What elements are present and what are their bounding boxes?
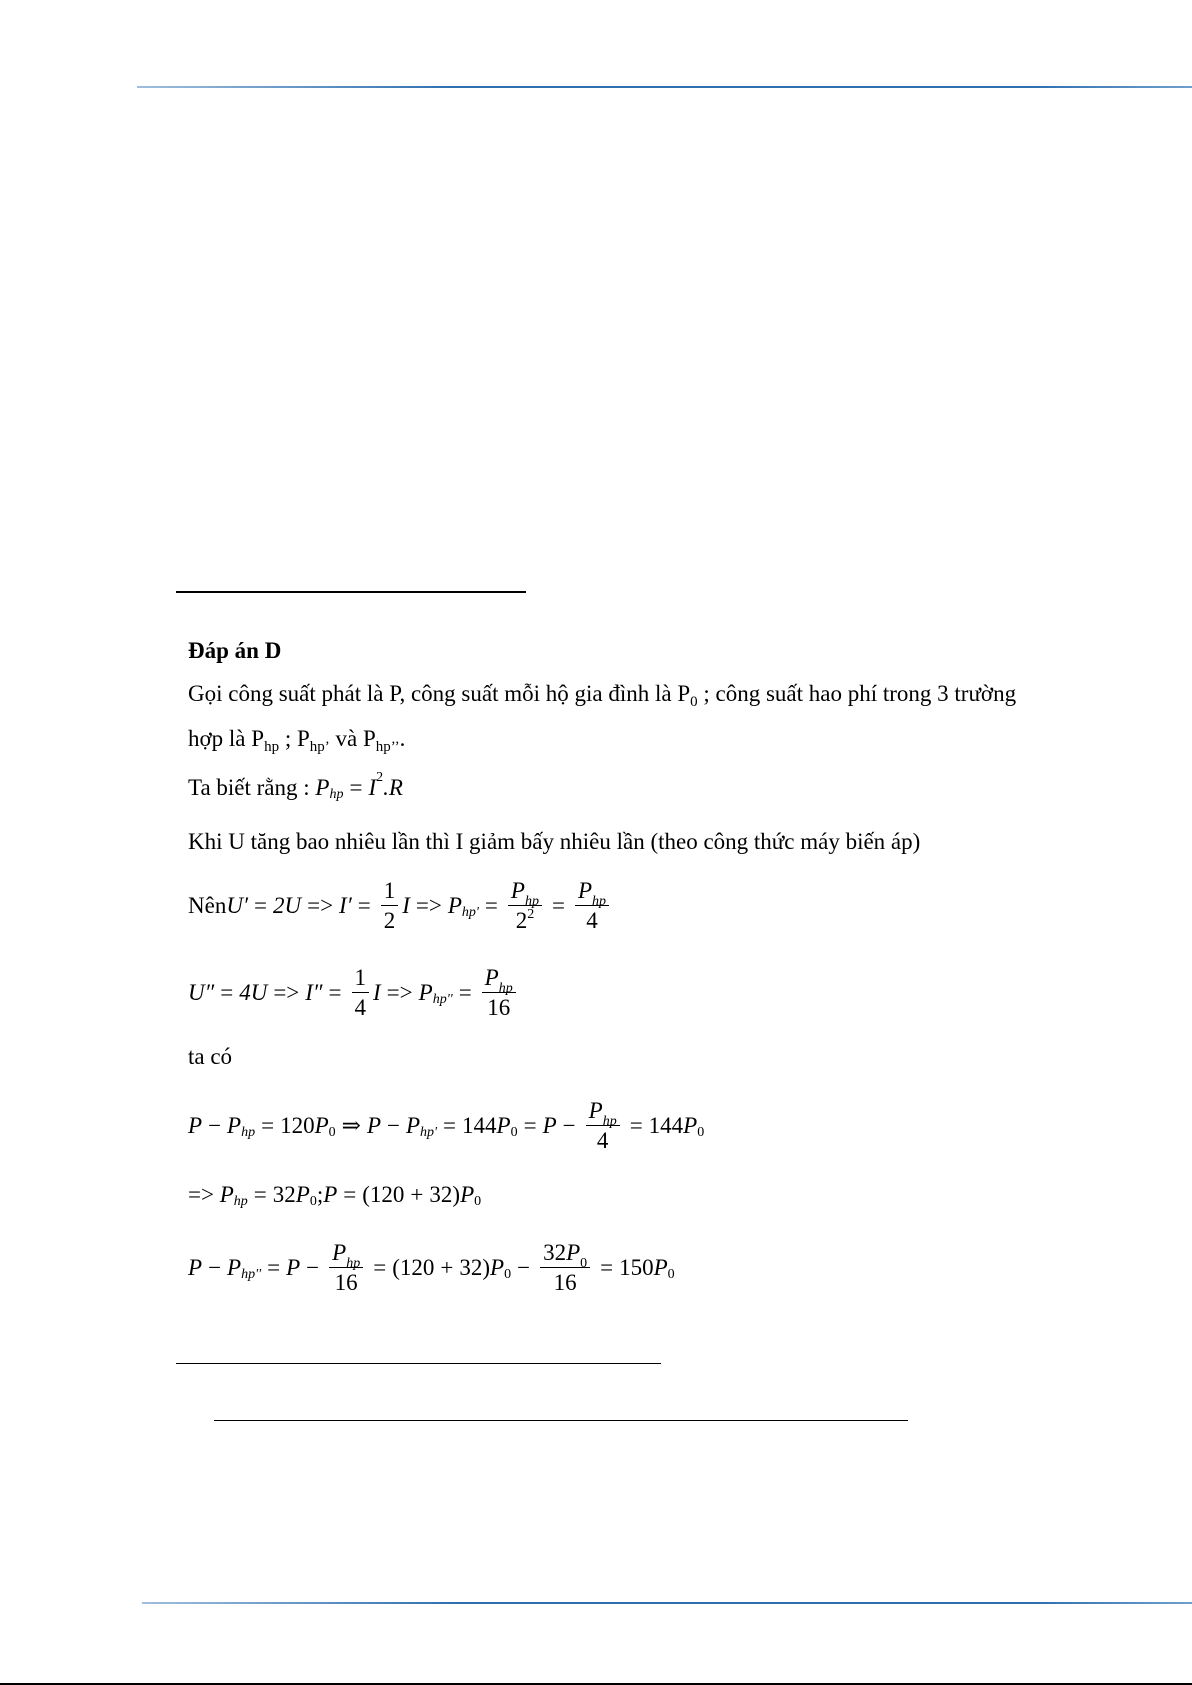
answer-heading: Đáp án D xyxy=(188,638,282,663)
subscript: 0 xyxy=(690,694,698,710)
equation: U′ = 2U => I′ = $\frac{1}{2}$ I => P hp' = $\frac{P_{hp}}{2^2}$ = $\frac{P_{hp}}{4}$ xyxy=(226,878,613,934)
paragraph-line-2 xyxy=(188,726,406,755)
text: hợp là P xyxy=(188,726,265,751)
formula-line-ta-biet xyxy=(188,769,403,802)
paragraph-khi-u: Khi U tăng bao nhiêu lần thì I giảm bấy nhiêu lần (theo công thức máy biến áp) xyxy=(188,829,921,854)
paragraph-line-1 xyxy=(188,681,1017,710)
footer-rule xyxy=(142,1602,1192,1604)
equation: P − P hp'' = P − $\frac{P_{hp}}{16}$ = (120 + 32) P 0 − $\frac{32P_0}{16}$ = 150 P 0 xyxy=(188,1240,675,1296)
footnote-separator xyxy=(176,591,526,593)
formula-line-nen xyxy=(188,878,613,934)
text: Gọi công suất phát là P, công suất mỗi hộ gia đình là P xyxy=(188,681,691,706)
equation: P − P hp = 120 P 0 ⇒ P − P hp' = 144 P 0 = P − $\frac{P_{hp}}{4}$ = 144 P 0 xyxy=(188,1098,705,1154)
header-rule xyxy=(137,86,1192,88)
text-ta-co: ta có xyxy=(188,1044,233,1069)
text: và P xyxy=(329,726,376,751)
text: ; P xyxy=(279,726,310,751)
formula-line-system-2 xyxy=(188,1182,482,1209)
subscript: hp’ xyxy=(309,739,330,755)
subscript: hp xyxy=(264,739,280,755)
subscript: hp’’ xyxy=(375,739,400,755)
equation: => P hp = 32 P 0 ; P = (120 + 32) P 0 xyxy=(188,1182,482,1209)
separator-line xyxy=(214,1420,908,1421)
formula-line-system-3 xyxy=(188,1240,675,1296)
separator-line xyxy=(176,1363,661,1364)
text: Nên xyxy=(188,893,227,919)
text: Ta biết rằng : xyxy=(188,775,316,800)
text: . xyxy=(399,726,406,751)
equation: U″ = 4U => I″ = $\frac{1}{4}$ I => P hp'' = $\frac{P_{hp}}{16}$ xyxy=(188,965,520,1021)
formula-line-system-1 xyxy=(188,1098,704,1154)
text: ; công suất hao phí trong 3 trường xyxy=(697,681,1017,706)
formula-line-u2 xyxy=(188,965,520,1021)
equation: P hp = I 2 .R xyxy=(315,769,403,802)
